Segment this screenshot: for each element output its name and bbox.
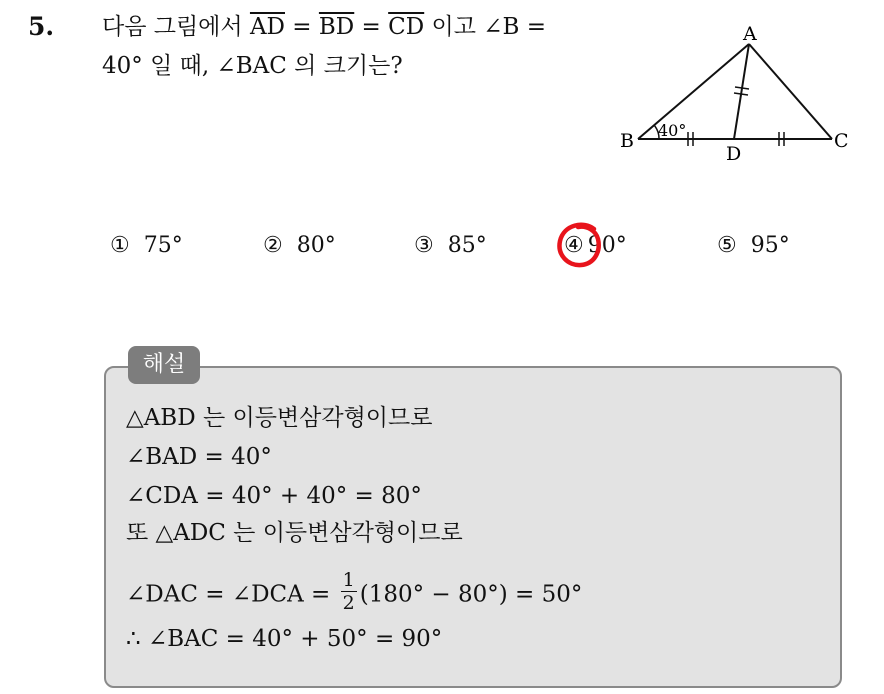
solution-line-2: ∠BAD = 40° xyxy=(126,444,272,470)
choice-value: 85° xyxy=(447,233,487,258)
tick-ad-2 xyxy=(734,93,748,95)
solution-tag: 해설 xyxy=(128,346,200,384)
label-b: B xyxy=(620,130,634,152)
triangle-figure xyxy=(600,18,860,178)
choice-1[interactable] xyxy=(110,228,183,264)
solution-line-5-pre: ∠DAC = ∠DCA = xyxy=(126,581,338,608)
equals-1: = xyxy=(285,14,319,40)
choice-value: 95° xyxy=(750,233,790,258)
equals-2: = xyxy=(354,14,389,40)
question-line-2: 40° 일 때, ∠BAC 의 크기는? xyxy=(102,53,403,79)
tick-ad-1 xyxy=(735,87,749,89)
question-line-1 xyxy=(102,12,546,42)
fraction-denominator: 2 xyxy=(342,592,355,614)
segment-ad: $\overline{AD}$ xyxy=(249,14,285,40)
solution-line-1: △ABD 는 이등변삼각형이므로 xyxy=(126,405,433,431)
side-ac xyxy=(749,44,832,139)
question-text-b: 이고 ∠B = xyxy=(424,14,547,40)
choice-value: 80° xyxy=(296,233,336,258)
segment-bd: $\overline{BD}$ xyxy=(318,14,355,40)
choice-marker: ③ xyxy=(414,233,434,258)
choice-marker: ① xyxy=(110,233,130,258)
choice-marker: ⑤ xyxy=(717,233,737,258)
label-c: C xyxy=(834,130,849,152)
choice-marker: ④ xyxy=(564,233,584,258)
solution-line-6: ∴ ∠BAC = 40° + 50° = 90° xyxy=(126,626,443,652)
triangle-diagram xyxy=(600,18,860,178)
label-d: D xyxy=(726,143,742,165)
question-text-a: 다음 그림에서 xyxy=(102,14,250,40)
question-number: 5. xyxy=(28,12,55,41)
label-a: A xyxy=(743,23,757,45)
answer-choices xyxy=(110,228,830,264)
solution-line-5 xyxy=(126,569,583,618)
choice-5[interactable] xyxy=(717,228,790,264)
choice-3[interactable] xyxy=(414,228,487,264)
solution-line-3: ∠CDA = 40° + 40° = 80° xyxy=(126,483,422,509)
choice-marker: ② xyxy=(263,233,283,258)
selected-answer-circle xyxy=(554,219,606,271)
segment-cd: $\overline{CD}$ xyxy=(388,14,425,40)
answer-circle-stroke xyxy=(560,225,599,265)
fraction-one-half xyxy=(341,569,357,614)
angle-label: 40° xyxy=(658,121,687,140)
fraction-numerator: 1 xyxy=(342,569,355,591)
segment-ad-line xyxy=(734,44,749,139)
solution-line-4: 또 △ADC 는 이등변삼각형이므로 xyxy=(126,520,463,546)
solution-line-5-post: (180° − 80°) = 50° xyxy=(359,581,583,608)
choice-value: 75° xyxy=(143,233,183,258)
choice-2[interactable] xyxy=(263,228,336,264)
choice-value: 90° xyxy=(587,233,627,258)
